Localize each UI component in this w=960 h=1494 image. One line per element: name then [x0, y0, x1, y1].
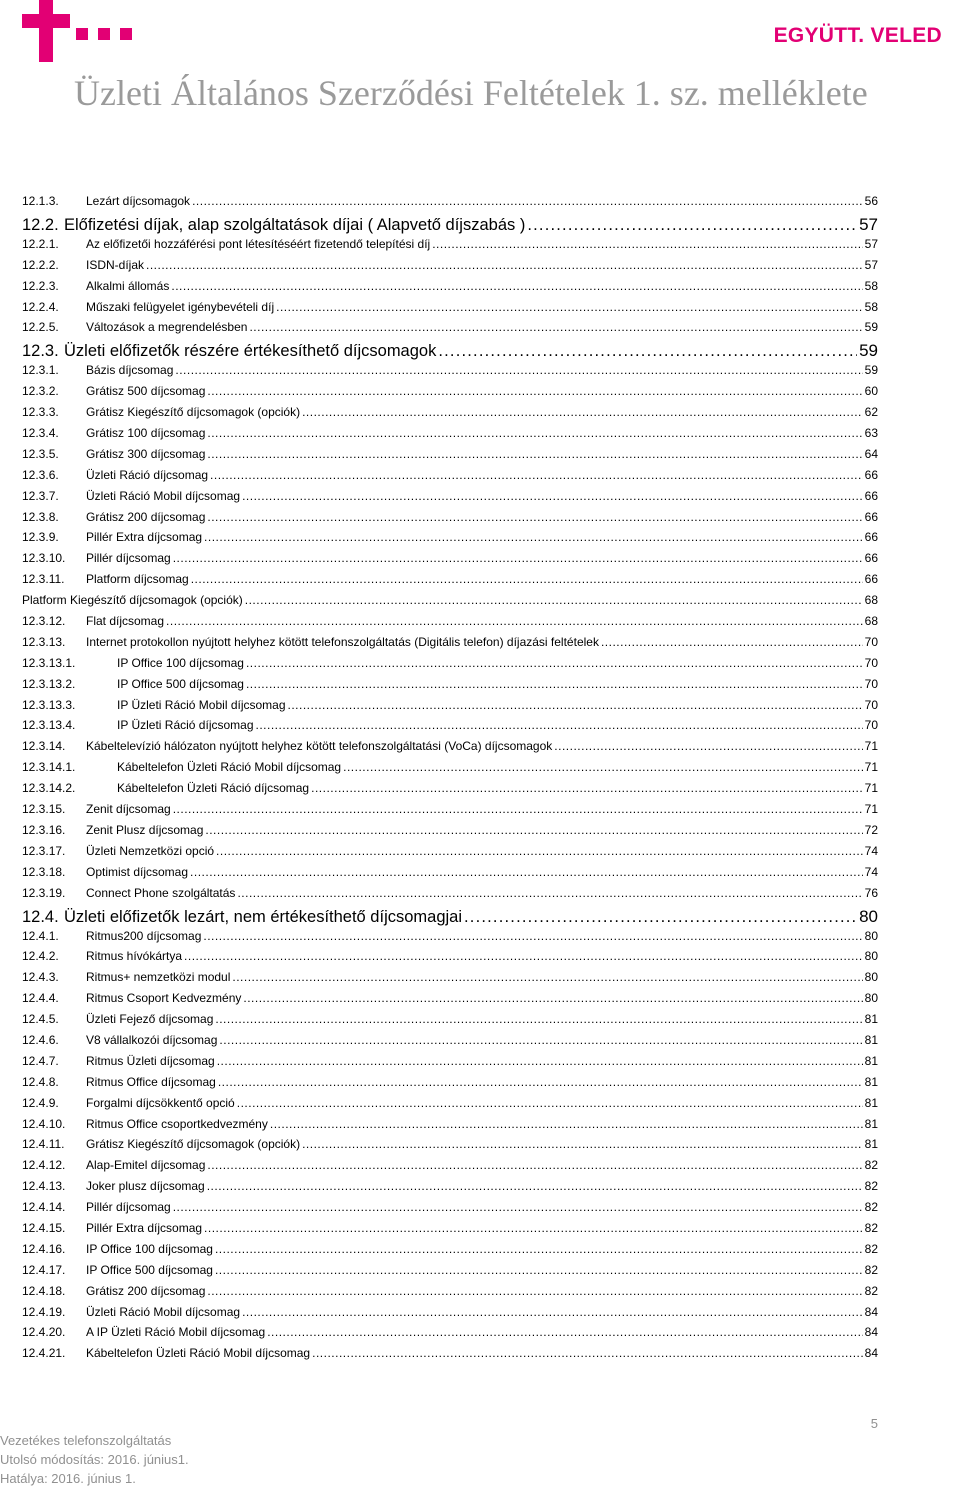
toc-entry-page: 57	[859, 214, 878, 234]
toc-entry-number: 12.3.13.4.	[22, 718, 76, 733]
toc-dot-leader	[171, 279, 862, 293]
toc-entry[interactable]	[22, 718, 878, 739]
toc-entry-page: 66	[864, 509, 878, 524]
toc-entry-title: Pillér Extra díjcsomag	[86, 530, 203, 545]
toc-entry-number: 12.3.17.	[22, 843, 66, 858]
toc-dot-leader	[207, 384, 862, 398]
toc-entry-number: 12.4.21.	[22, 1346, 66, 1361]
telekom-t-logo-icon	[22, 0, 162, 62]
toc-dot-leader	[192, 194, 863, 208]
toc-entry-page: 76	[864, 885, 878, 900]
toc-entry[interactable]	[22, 1158, 878, 1179]
toc-entry-title: Forgalmi díjcsökkentő opció	[86, 1095, 235, 1110]
toc-entry[interactable]	[22, 1012, 878, 1033]
toc-entry[interactable]	[22, 1200, 878, 1221]
toc-entry-page: 82	[864, 1262, 878, 1277]
toc-entry-page: 81	[864, 1074, 878, 1089]
toc-entry-number: 12.3.14.1.	[22, 760, 76, 775]
toc-dot-leader	[217, 1054, 863, 1068]
toc-entry-title: Joker plusz díjcsomag	[86, 1179, 205, 1194]
toc-entry-title: Zenit Plusz díjcsomag	[86, 822, 204, 837]
toc-entry-page: 68	[864, 593, 878, 608]
toc-entry[interactable]	[22, 194, 878, 215]
toc-entry-number: 12.4.10.	[22, 1116, 66, 1131]
toc-dot-leader	[245, 593, 863, 607]
toc-entry-title: Optimist díjcsomag	[86, 864, 189, 879]
toc-entry-title: Internet protokollon nyújtott helyhez kötött telefonszolgáltatás (Digitális telefon) díjazási feltételek	[86, 634, 599, 649]
toc-entry[interactable]	[22, 1054, 878, 1075]
toc-entry-page: 80	[864, 991, 878, 1006]
toc-entry[interactable]	[22, 320, 878, 341]
toc-dot-leader	[190, 865, 863, 879]
toc-dot-leader	[207, 1179, 863, 1193]
toc-entry-number: 12.4.9.	[22, 1095, 59, 1110]
toc-entry[interactable]	[22, 1137, 878, 1158]
toc-entry[interactable]	[22, 215, 878, 237]
toc-dot-leader	[207, 447, 862, 461]
toc-entry-number: 12.3.9.	[22, 530, 59, 545]
toc-entry-number: 12.4.14.	[22, 1200, 66, 1215]
toc-entry[interactable]	[22, 635, 878, 656]
toc-entry[interactable]	[22, 341, 878, 363]
document-title: Üzleti Általános Szerződési Feltételek 1. sz. melléklete	[74, 73, 868, 113]
toc-entry-number: 12.4.3.	[22, 970, 59, 985]
toc-entry-page: 81	[864, 1137, 878, 1152]
toc-dot-leader	[288, 698, 863, 712]
toc-entry-page: 70	[864, 697, 878, 712]
toc-entry-page: 56	[864, 194, 878, 208]
toc-dot-leader	[207, 1284, 862, 1298]
toc-entry[interactable]	[22, 363, 878, 384]
toc-entry-title: Műszaki felügyelet igénybevételi díj	[86, 299, 275, 314]
toc-entry[interactable]	[22, 1346, 878, 1367]
toc-entry[interactable]	[22, 593, 878, 614]
toc-entry-page: 74	[864, 843, 878, 858]
toc-entry-number: 12.2.2.	[22, 257, 59, 272]
toc-entry-title: Grátisz Kiegészítő díjcsomagok (opciók)	[86, 1137, 301, 1152]
toc-entry[interactable]	[22, 426, 878, 447]
toc-entry-page: 81	[864, 1053, 878, 1068]
toc-dot-leader	[219, 1033, 862, 1047]
toc-entry-number: 12.4.11.	[22, 1137, 65, 1152]
toc-entry-title: Grátisz Kiegészítő díjcsomagok (opciók)	[86, 405, 301, 420]
toc-entry-page: 66	[864, 530, 878, 545]
toc-entry-page: 71	[864, 802, 878, 817]
toc-entry-number: 12.2.4.	[22, 299, 59, 314]
toc-entry-page: 64	[864, 446, 878, 461]
toc-entry[interactable]	[22, 970, 878, 991]
toc-entry-number: 12.3.16.	[22, 822, 66, 837]
toc-entry[interactable]	[22, 1179, 878, 1200]
toc-entry-title: Üzleti előfizetők lezárt, nem értékesíthető díjcsomagjai	[64, 907, 463, 926]
toc-entry-number: 12.2.1.	[22, 236, 59, 251]
toc-entry[interactable]	[22, 468, 878, 489]
toc-entry-title: IP Office 500 díjcsomag	[117, 676, 244, 691]
toc-entry-page: 66	[864, 551, 878, 566]
toc-entry-number: 12.2.5.	[22, 320, 59, 335]
toc-entry-number: 12.4.8.	[22, 1074, 59, 1089]
toc-dot-leader	[246, 656, 863, 670]
toc-dot-leader	[173, 551, 863, 565]
toc-entry[interactable]	[22, 760, 878, 781]
toc-entry-page: 60	[864, 384, 878, 399]
toc-dot-leader	[232, 970, 862, 984]
toc-entry[interactable]	[22, 1242, 878, 1263]
toc-entry[interactable]	[22, 1325, 878, 1346]
toc-entry-page: 82	[864, 1200, 878, 1215]
table-of-contents	[22, 194, 878, 1367]
toc-entry[interactable]	[22, 1221, 878, 1242]
toc-entry-number: 12.3.19.	[22, 885, 66, 900]
toc-dot-leader	[242, 1305, 863, 1319]
toc-entry[interactable]	[22, 677, 878, 698]
toc-entry[interactable]	[22, 865, 878, 886]
toc-dot-leader	[215, 1242, 863, 1256]
toc-entry-title: Üzleti Fejező díjcsomag	[86, 1012, 214, 1027]
toc-entry-title: Üzleti Ráció díjcsomag	[86, 467, 209, 482]
toc-entry-title: Alkalmi állomás	[86, 278, 170, 293]
toc-dot-leader	[218, 1075, 863, 1089]
toc-entry[interactable]	[22, 1284, 878, 1305]
toc-entry-title: Grátisz 200 díjcsomag	[86, 1283, 206, 1298]
toc-entry[interactable]	[22, 656, 878, 677]
toc-entry-number: 12.3.13.2.	[22, 676, 76, 691]
toc-entry-title: Pillér díjcsomag	[86, 1200, 171, 1215]
toc-entry-number: 12.3.5.	[22, 446, 59, 461]
toc-dot-leader	[216, 844, 863, 858]
toc-entry[interactable]	[22, 1075, 878, 1096]
toc-entry[interactable]	[22, 510, 878, 531]
toc-entry-page: 80	[859, 906, 878, 926]
toc-entry-title: ISDN-díjak	[86, 257, 145, 272]
toc-entry-page: 71	[864, 739, 878, 754]
toc-dot-leader	[554, 739, 862, 753]
toc-entry[interactable]	[22, 1117, 878, 1138]
toc-dot-leader	[203, 929, 862, 943]
toc-entry-title: Üzleti Ráció Mobil díjcsomag	[86, 488, 241, 503]
toc-entry[interactable]	[22, 447, 878, 468]
toc-entry[interactable]	[22, 551, 878, 572]
toc-dot-leader	[276, 300, 863, 314]
toc-dot-leader	[343, 760, 863, 774]
toc-entry-title: IP Üzleti Ráció díjcsomag	[117, 718, 254, 733]
brand-slogan: EGYÜTT. VELED	[773, 24, 942, 47]
toc-dot-leader	[527, 216, 857, 235]
toc-entry-page: 66	[864, 488, 878, 503]
toc-entry-title: Lezárt díjcsomagok	[86, 194, 191, 208]
toc-entry-title: Kábeltelefon Üzleti Ráció díjcsomag	[117, 781, 310, 796]
toc-entry-page: 58	[864, 278, 878, 293]
toc-dot-leader	[207, 1158, 862, 1172]
toc-dot-leader	[302, 1137, 863, 1151]
toc-entry-title: Ritmus200 díjcsomag	[86, 928, 202, 943]
toc-entry[interactable]	[22, 929, 878, 950]
footer-last-modified: Utolsó módosítás: 2016. június1.	[0, 1452, 189, 1467]
toc-dot-leader	[270, 1117, 863, 1131]
toc-entry-title: Változások a megrendelésben	[86, 320, 248, 335]
toc-entry-title: Grátisz 100 díjcsomag	[86, 426, 206, 441]
toc-entry-number: 12.3.11.	[22, 572, 65, 587]
toc-dot-leader	[173, 802, 863, 816]
toc-entry-title: Bázis díjcsomag	[86, 363, 174, 378]
toc-dot-leader	[438, 342, 857, 361]
toc-entry-number: 12.4.15.	[22, 1220, 66, 1235]
toc-entry-page: 63	[864, 426, 878, 441]
toc-entry[interactable]	[22, 1096, 878, 1117]
toc-dot-leader	[249, 320, 862, 334]
toc-entry-title: Flat díjcsomag	[86, 614, 165, 629]
toc-entry[interactable]	[22, 739, 878, 760]
toc-entry-title: Zenit díjcsomag	[86, 802, 171, 817]
toc-entry[interactable]	[22, 258, 878, 279]
toc-entry-page: 82	[864, 1220, 878, 1235]
toc-entry-number: 12.4.17.	[22, 1262, 66, 1277]
toc-dot-leader	[237, 886, 862, 900]
toc-entry-number: 12.3.13.3.	[22, 697, 76, 712]
toc-entry-page: 81	[864, 1095, 878, 1110]
toc-entry[interactable]	[22, 781, 878, 802]
toc-entry-title: Alap-Emitel díjcsomag	[86, 1158, 206, 1173]
toc-entry-number: 12.3.1.	[22, 363, 59, 378]
toc-entry[interactable]	[22, 384, 878, 405]
toc-entry-page: 70	[864, 634, 878, 649]
toc-entry-number: 12.3.8.	[22, 509, 59, 524]
toc-dot-leader	[246, 677, 863, 691]
toc-dot-leader	[256, 718, 863, 732]
toc-entry-title: A IP Üzleti Ráció Mobil díjcsomag	[86, 1325, 266, 1340]
toc-entry-page: 81	[864, 1116, 878, 1131]
toc-entry-number: 12.3.	[22, 342, 59, 361]
toc-entry-page: 70	[864, 676, 878, 691]
toc-entry-page: 59	[864, 363, 878, 378]
toc-entry-title: Kábeltelefon Üzleti Ráció Mobil díjcsomag	[117, 760, 342, 775]
toc-dot-leader	[166, 614, 863, 628]
toc-entry-page: 81	[864, 1012, 878, 1027]
toc-dot-leader	[204, 1221, 863, 1235]
toc-dot-leader	[601, 635, 863, 649]
toc-entry-title: Üzleti Nemzetközi opció	[86, 843, 215, 858]
toc-entry-page: 84	[864, 1346, 878, 1361]
toc-entry-number: 12.3.13.	[22, 634, 66, 649]
toc-entry[interactable]	[22, 949, 878, 970]
toc-entry-page: 81	[864, 1032, 878, 1047]
toc-entry-number: 12.4.19.	[22, 1304, 66, 1319]
toc-entry-title: Platform díjcsomag	[86, 572, 189, 587]
toc-entry-number: 12.2.3.	[22, 278, 59, 293]
toc-entry-title: IP Üzleti Ráció Mobil díjcsomag	[117, 697, 286, 712]
toc-dot-leader	[311, 781, 863, 795]
footer-service: Vezetékes telefonszolgáltatás	[0, 1433, 172, 1448]
toc-dot-leader	[464, 908, 857, 927]
toc-entry[interactable]	[22, 300, 878, 321]
toc-entry-number: 12.4.6.	[22, 1032, 59, 1047]
toc-entry[interactable]	[22, 614, 878, 635]
toc-entry-title: Ritmus Csoport Kedvezmény	[86, 991, 242, 1006]
toc-entry-page: 66	[864, 467, 878, 482]
toc-entry-number: 12.3.7.	[22, 488, 59, 503]
toc-entry[interactable]	[22, 1263, 878, 1284]
toc-entry-title: Ritmus+ nemzetközi modul	[86, 970, 231, 985]
toc-entry-title: IP Office 500 díjcsomag	[86, 1262, 213, 1277]
toc-entry-number: 12.3.14.	[22, 739, 66, 754]
toc-dot-leader	[207, 426, 862, 440]
toc-entry-page: 71	[864, 781, 878, 796]
toc-dot-leader	[205, 823, 862, 837]
toc-entry-page: 57	[864, 236, 878, 251]
toc-entry-page: 84	[864, 1325, 878, 1340]
toc-dot-leader	[207, 510, 862, 524]
toc-dot-leader	[210, 468, 863, 482]
toc-entry-page: 59	[864, 320, 878, 335]
toc-entry[interactable]	[22, 405, 878, 426]
toc-entry-title: IP Office 100 díjcsomag	[117, 655, 244, 670]
toc-entry-title: Előfizetési díjak, alap szolgáltatások díjai ( Alapvető díjszabás )	[64, 215, 526, 234]
toc-entry-page: 82	[864, 1158, 878, 1173]
toc-entry-page: 72	[864, 822, 878, 837]
toc-entry-number: 12.3.6.	[22, 467, 59, 482]
toc-entry-number: 12.3.10.	[22, 551, 66, 566]
toc-entry[interactable]	[22, 279, 878, 300]
toc-entry-page: 84	[864, 1304, 878, 1319]
toc-entry[interactable]	[22, 991, 878, 1012]
toc-dot-leader	[302, 405, 863, 419]
toc-entry[interactable]	[22, 1033, 878, 1054]
toc-entry-page: 80	[864, 970, 878, 985]
toc-entry-page: 82	[864, 1283, 878, 1298]
toc-entry-number: 12.4.18.	[22, 1283, 66, 1298]
toc-entry-number: 12.3.13.1.	[22, 655, 76, 670]
toc-entry-page: 82	[864, 1241, 878, 1256]
toc-entry-number: 12.3.4.	[22, 426, 59, 441]
toc-entry-number: 12.4.	[22, 907, 59, 926]
toc-entry-title: Üzleti Ráció Mobil díjcsomag	[86, 1304, 241, 1319]
toc-entry-number: 12.2.	[22, 215, 59, 234]
toc-entry-title: Platform Kiegészítő díjcsomagok (opciók)	[22, 593, 243, 608]
toc-entry-number: 12.3.3.	[22, 405, 59, 420]
toc-entry[interactable]	[22, 698, 878, 719]
toc-entry-number: 12.4.20.	[22, 1325, 66, 1340]
toc-dot-leader	[237, 1096, 863, 1110]
toc-entry-number: 12.4.7.	[22, 1053, 59, 1068]
toc-entry-title: Kábeltelefon Üzleti Ráció Mobil díjcsomag	[86, 1346, 311, 1361]
toc-entry-page: 57	[864, 257, 878, 272]
toc-entry-number: 12.4.13.	[22, 1179, 66, 1194]
toc-entry-page: 59	[859, 341, 878, 361]
toc-entry-title: Ritmus Office díjcsomag	[86, 1074, 216, 1089]
toc-entry-title: Ritmus Üzleti díjcsomag	[86, 1053, 215, 1068]
footer	[0, 1431, 189, 1488]
toc-entry-title: Grátisz 300 díjcsomag	[86, 446, 206, 461]
toc-entry-number: 12.4.4.	[22, 991, 59, 1006]
toc-entry-page: 70	[864, 718, 878, 733]
toc-entry-number: 12.3.18.	[22, 864, 66, 879]
toc-entry[interactable]	[22, 802, 878, 823]
toc-entry-number: 12.1.3.	[22, 194, 59, 208]
toc-entry-title: Kábeltelevízió hálózaton nyújtott helyhez kötött telefonszolgáltatási (VoCa) díjcsomagok	[86, 739, 553, 754]
toc-entry-title: IP Office 100 díjcsomag	[86, 1241, 213, 1256]
toc-dot-leader	[242, 489, 863, 503]
toc-dot-leader	[215, 1012, 862, 1026]
toc-entry-page: 74	[864, 864, 878, 879]
toc-entry-number: 12.3.15.	[22, 802, 66, 817]
toc-entry-page: 58	[864, 299, 878, 314]
toc-entry-title: Grátisz 200 díjcsomag	[86, 509, 206, 524]
toc-entry-number: 12.4.16.	[22, 1241, 66, 1256]
toc-dot-leader	[432, 237, 862, 251]
toc-entry-page: 71	[864, 760, 878, 775]
toc-entry-number: 12.4.5.	[22, 1012, 59, 1027]
toc-dot-leader	[215, 1263, 863, 1277]
toc-entry-number: 12.4.2.	[22, 949, 59, 964]
toc-entry-page: 80	[864, 949, 878, 964]
toc-entry-number: 12.3.2.	[22, 384, 59, 399]
toc-dot-leader	[267, 1325, 862, 1339]
toc-entry[interactable]	[22, 823, 878, 844]
toc-entry-number: 12.4.1.	[22, 928, 59, 943]
toc-entry-title: Az előfizetői hozzáférési pont létesítéséért fizetendő telepítési díj	[86, 236, 431, 251]
toc-dot-leader	[312, 1346, 863, 1360]
footer-effective-date: Hatálya: 2016. június 1.	[0, 1471, 136, 1486]
toc-entry-title: Ritmus hívókártya	[86, 949, 183, 964]
toc-entry-title: Ritmus Office csoportkedvezmény	[86, 1116, 268, 1131]
toc-entry[interactable]	[22, 489, 878, 510]
toc-entry-title: V8 vállalkozói díjcsomag	[86, 1032, 218, 1047]
toc-entry-title: Pillér díjcsomag	[86, 551, 171, 566]
toc-entry[interactable]	[22, 530, 878, 551]
toc-entry[interactable]	[22, 572, 878, 593]
page-number: 5	[870, 1416, 878, 1431]
toc-entry-title: Connect Phone szolgáltatás	[86, 885, 236, 900]
toc-entry[interactable]	[22, 237, 878, 258]
toc-entry-number: 12.3.12.	[22, 614, 66, 629]
toc-entry[interactable]	[22, 844, 878, 865]
toc-dot-leader	[173, 1200, 863, 1214]
toc-dot-leader	[184, 949, 863, 963]
toc-dot-leader	[204, 530, 863, 544]
toc-entry-page: 80	[864, 928, 878, 943]
toc-entry[interactable]	[22, 886, 878, 907]
toc-entry-number: 12.3.14.2.	[22, 781, 76, 796]
toc-entry-page: 62	[864, 405, 878, 420]
toc-dot-leader	[243, 991, 862, 1005]
toc-entry-page: 66	[864, 572, 878, 587]
toc-entry[interactable]	[22, 1305, 878, 1326]
toc-entry-title: Üzleti előfizetők részére értékesíthető díjcsomagok	[64, 342, 437, 361]
toc-entry-page: 70	[864, 655, 878, 670]
toc-dot-leader	[191, 572, 863, 586]
toc-entry-page: 68	[864, 614, 878, 629]
toc-entry-title: Grátisz 500 díjcsomag	[86, 384, 206, 399]
toc-dot-leader	[146, 258, 863, 272]
toc-dot-leader	[175, 363, 862, 377]
toc-entry-page: 82	[864, 1179, 878, 1194]
toc-entry-title: Pillér Extra díjcsomag	[86, 1220, 203, 1235]
toc-entry-number: 12.4.12.	[22, 1158, 66, 1173]
toc-entry[interactable]	[22, 907, 878, 929]
